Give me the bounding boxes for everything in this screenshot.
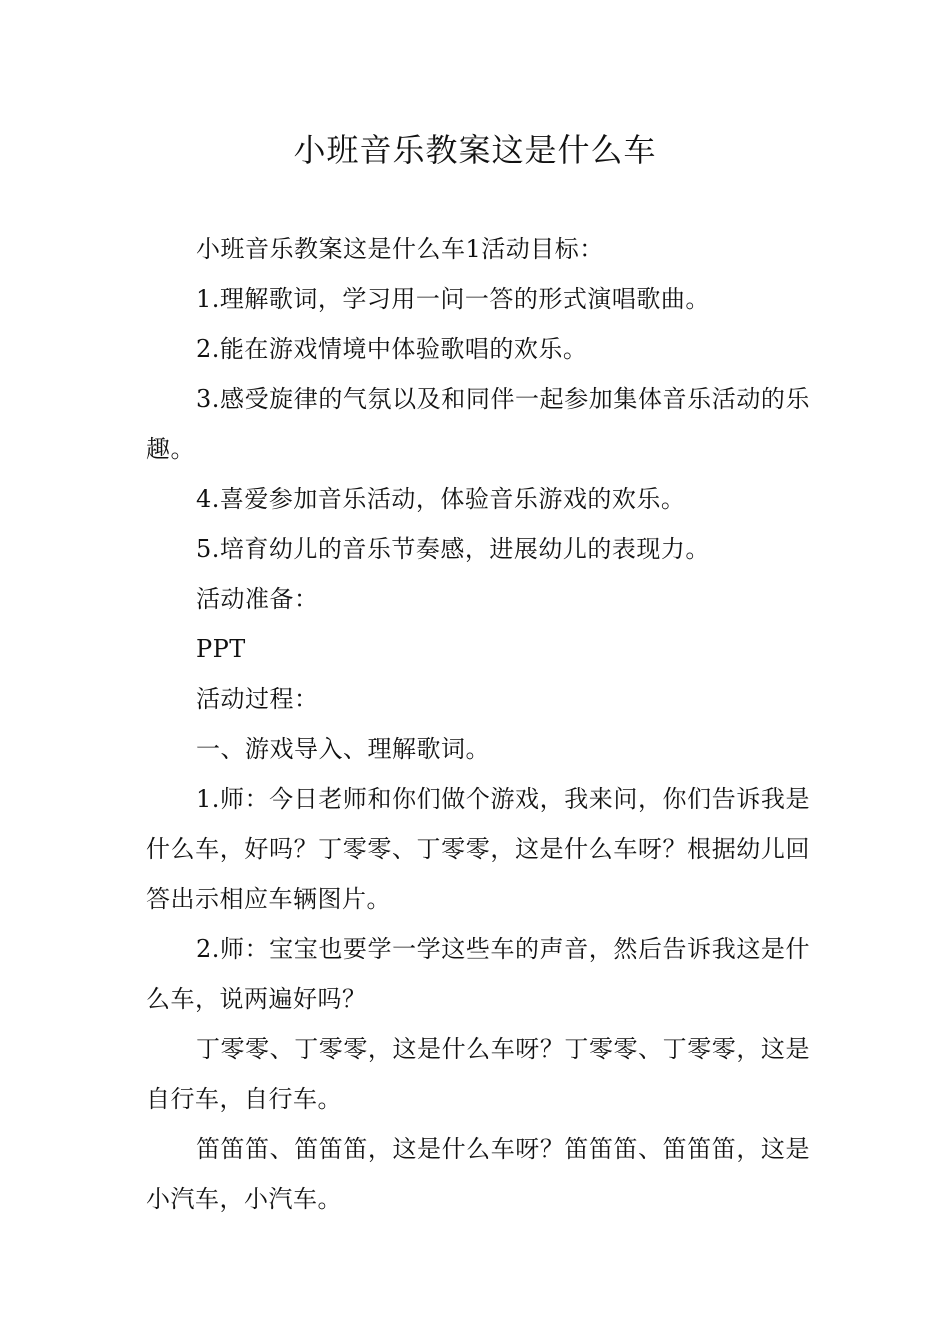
paragraph-goal-2: 2.能在游戏情境中体验歌唱的欢乐。 [196,335,588,363]
paragraph-goal-4: 4.喜爱参加音乐活动，体验音乐游戏的欢乐。 [196,485,686,513]
paragraph-lyric-car: 笛笛笛、笛笛笛，这是什么车呀？笛笛笛、笛笛笛，这是小汽车，小汽车。 [146,1135,810,1213]
paragraph-process-heading: 活动过程： [196,685,319,713]
paragraph-preparation-item: PPT [196,635,246,663]
paragraph-goal-1: 1.理解歌词，学习用一问一答的形式演唱歌曲。 [196,285,710,313]
paragraph-goal-5: 5.培育幼儿的音乐节奏感，进展幼儿的表现力。 [196,535,710,563]
document-body [146,224,810,1224]
paragraph-section-1-heading: 一、游戏导入、理解歌词。 [196,735,490,763]
paragraph-goal-3: 3.感受旋律的气氛以及和同伴一起参加集体音乐活动的乐趣。 [146,385,810,463]
document-title: 小班音乐教案这是什么车 [293,131,657,169]
paragraph-intro: 小班音乐教案这是什么车1活动目标： [196,235,604,263]
paragraph-lyric-bicycle: 丁零零、丁零零，这是什么车呀？丁零零、丁零零，这是自行车，自行车。 [146,1035,810,1113]
paragraph-preparation-heading: 活动准备： [196,585,319,613]
paragraph-step-2: 2.师：宝宝也要学一学这些车的声音，然后告诉我这是什么车，说两遍好吗？ [146,935,810,1013]
paragraph-step-1: 1.师：今日老师和你们做个游戏，我来问，你们告诉我是什么车，好吗？丁零零、丁零零，这是什么车呀？根据幼儿回答出示相应车辆图片。 [146,785,810,913]
